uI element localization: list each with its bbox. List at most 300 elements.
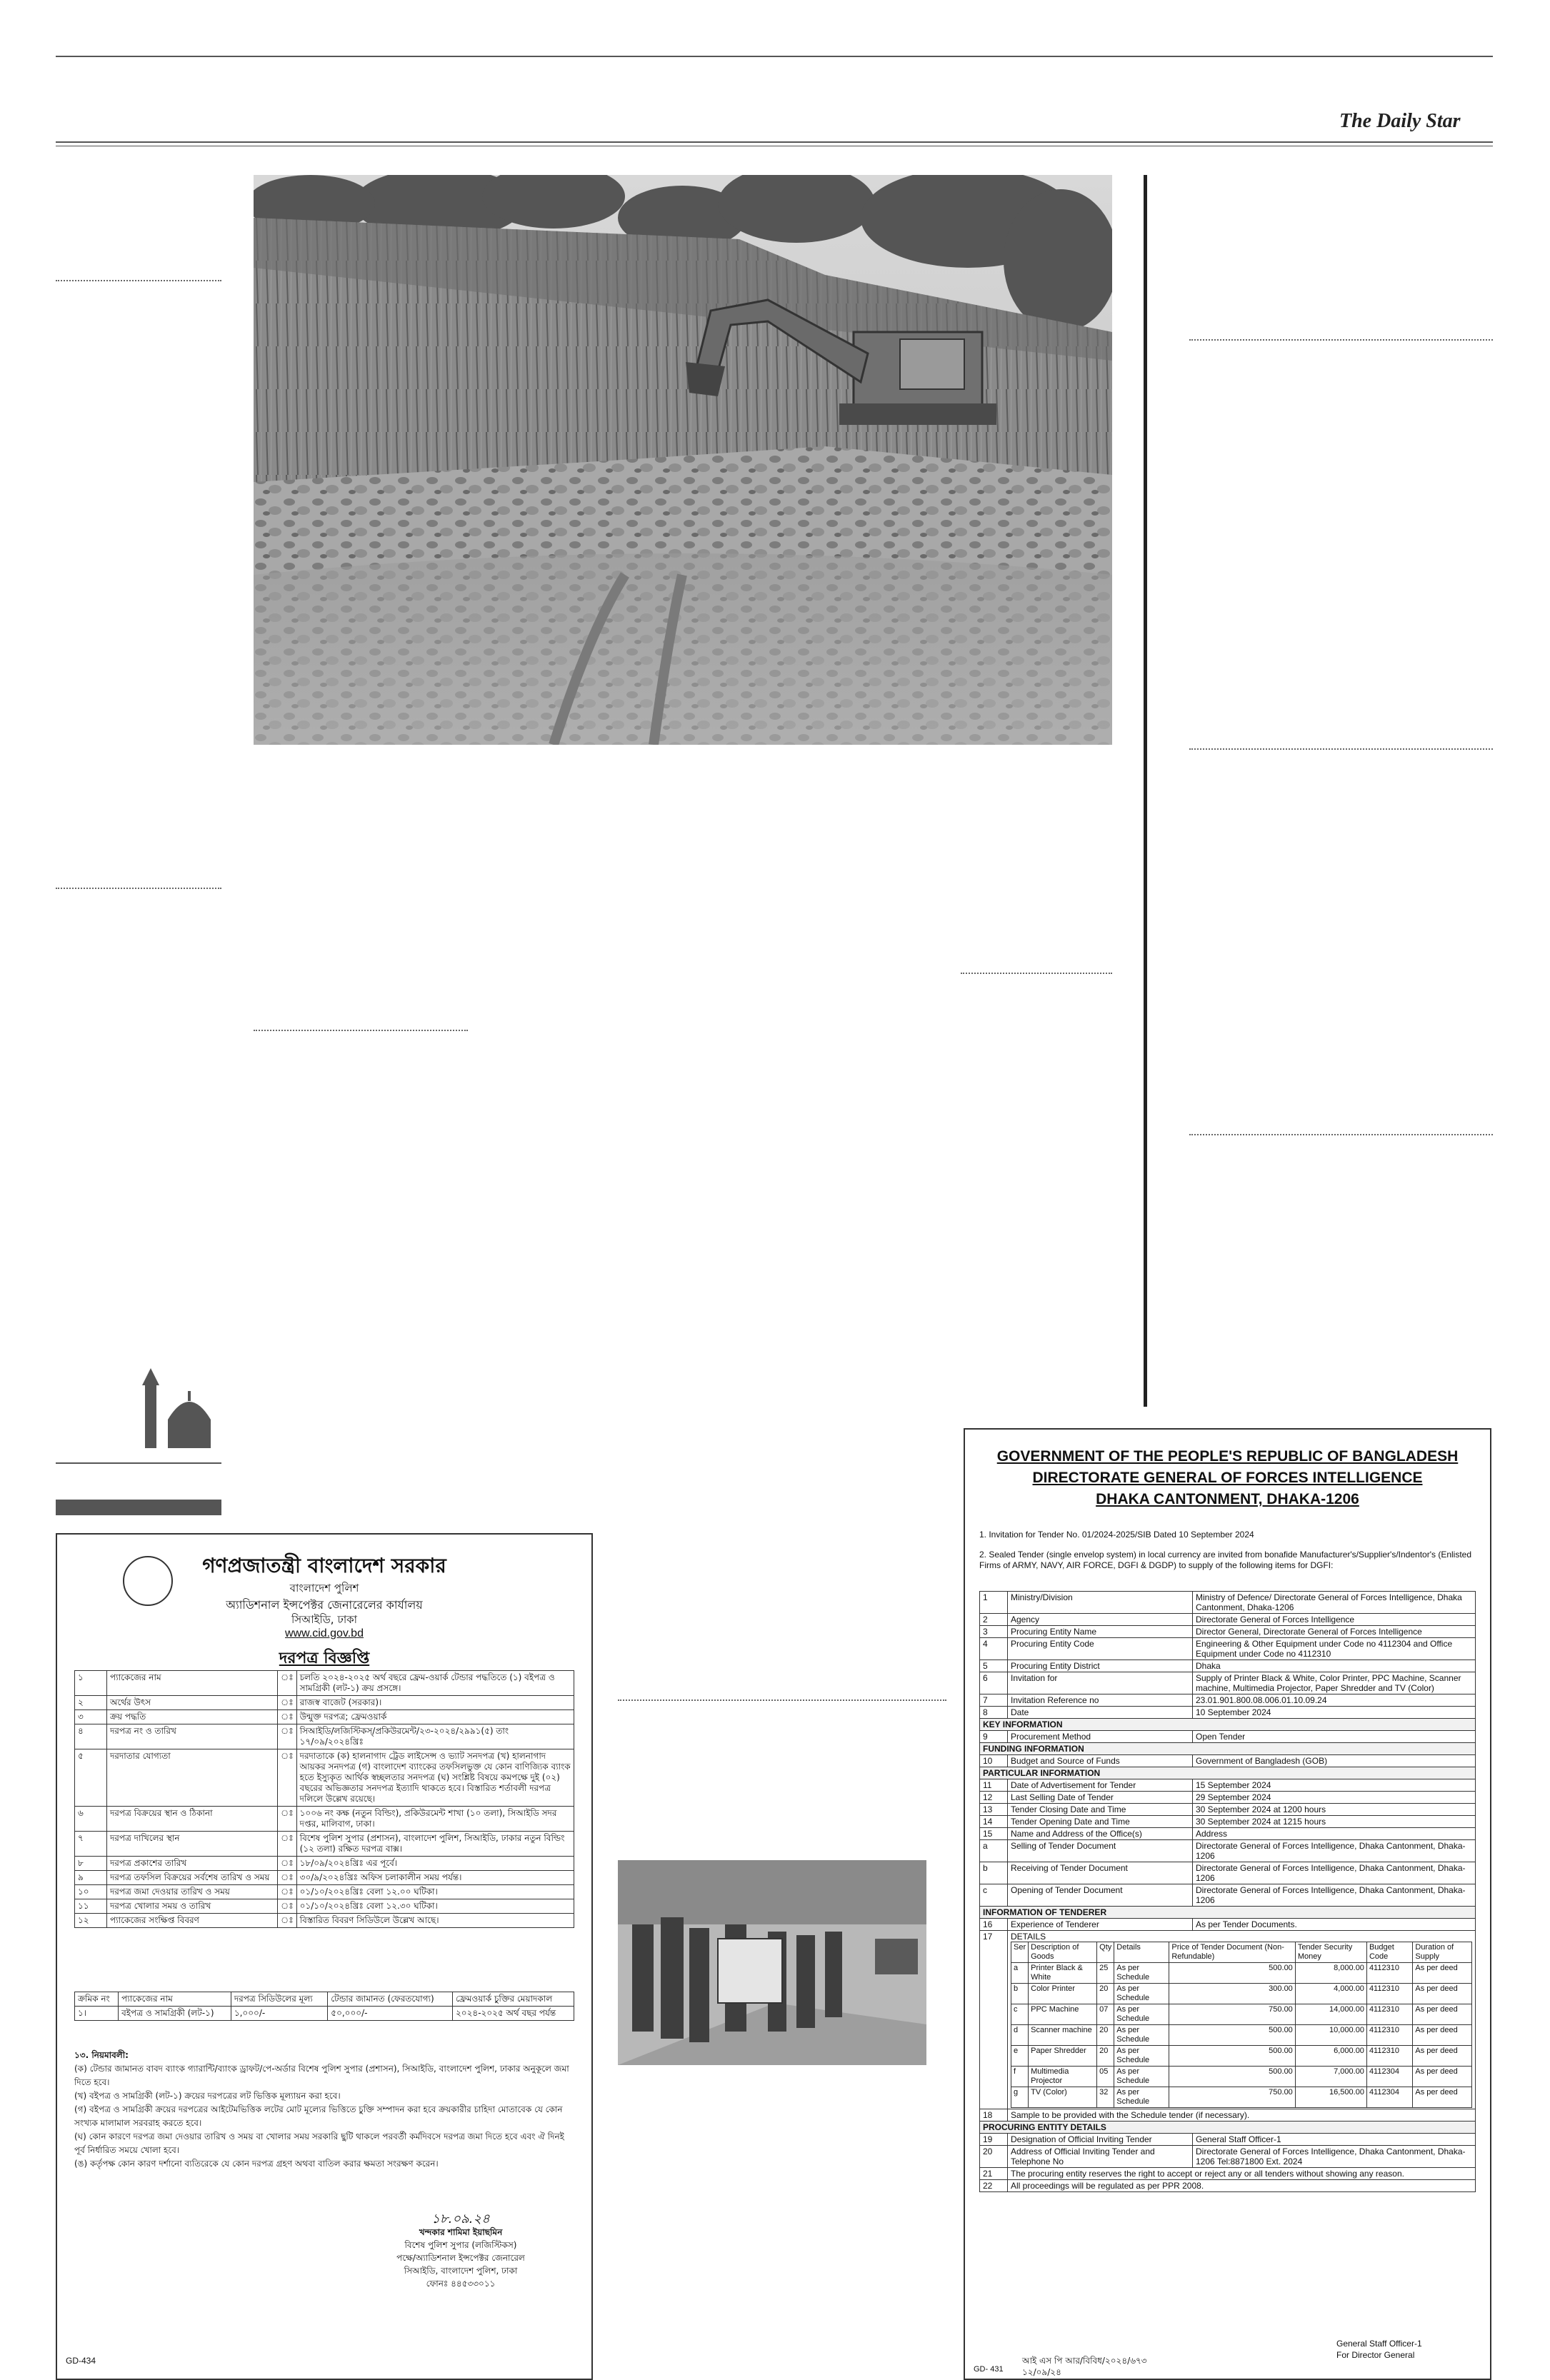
goods-cell: d [1011,2025,1029,2046]
pkg-head-security: টেন্ডার জামানত (ফেরতযোগ্য) [328,1992,453,2007]
info-row [980,1694,1476,1707]
info-row [980,1707,1476,1719]
tender-row [75,1871,574,1885]
row-key: Experience of Tenderer [1008,1919,1193,1931]
ispr-reference [1022,2355,1147,2378]
row-number: 7 [980,1694,1008,1707]
row-value: Directorate General of Forces Intelligence, Dhaka Cantonment, Dhaka-1206 [1193,1840,1476,1862]
row-key: Procuring Entity Code [1008,1638,1193,1660]
pkg-price: ১,০০০/- [231,2007,327,2021]
package-table [74,1992,574,2021]
directorate-heading: DIRECTORATE GENERAL OF FORCES INTELLIGENCE [1032,1470,1423,1486]
tender-row [75,1857,574,1871]
pkg-head-name: প্যাকেজের নাম [119,1992,231,2007]
goods-cell: g [1011,2087,1029,2108]
row-colon: ঃ [278,1914,297,1928]
goods-cell: 6,000.00 [1295,2046,1366,2067]
notice-code: GD-434 [66,2356,96,2366]
row-number: 2 [980,1614,1008,1626]
signer-unit: সিআইডি, বাংলাদেশ পুলিশ, ঢাকা [404,2266,518,2276]
goods-cell: f [1011,2067,1029,2087]
goods-cell: Printer Black & White [1029,1963,1097,1984]
goods-cell: As per Schedule [1114,2004,1169,2025]
goods-cell: 7,000.00 [1295,2067,1366,2087]
info-row [980,1626,1476,1638]
pkg-head-duration: ফ্রেমওয়ার্ক চুক্তির মেয়াদকাল [453,1992,574,2007]
row-value: রাজস্ব বাজেট (সরকার)। [296,1696,574,1710]
details-cell [1008,1931,1476,2109]
row-colon: ঃ [278,1871,297,1885]
info-row [980,1614,1476,1626]
signer-office: পক্ষে/অ্যাডিশনাল ইন্সপেক্টর জেনারেল [396,2253,525,2263]
goods-cell: 4112310 [1366,1963,1412,1984]
cantonment-heading: DHAKA CANTONMENT, DHAKA-1206 [1096,1491,1359,1507]
row-label: দরপত্র খোলার সময় ও তারিখ [107,1899,278,1914]
dgfi-tender-notice [964,1428,1491,2380]
row-text: All proceedings will be regulated as per PPR 2008. [1008,2180,1476,2192]
gov-title: গণপ্রজাতন্ত্রী বাংলাদেশ সরকার [202,1554,446,1577]
row-colon: ঃ [278,1724,297,1749]
row-number: ৬ [75,1807,107,1832]
dgfi-signature [1336,2338,1422,2361]
row-number: 11 [980,1779,1008,1792]
tender-row [75,1710,574,1724]
details-label: DETAILS [1011,1932,1046,1942]
row-key: Last Selling Date of Tender [1008,1792,1193,1804]
row-key: Procuring Entity District [1008,1660,1193,1672]
row-number: 4 [980,1638,1008,1660]
protest-photo [618,1860,926,2065]
row-value: Government of Bangladesh (GOB) [1193,1755,1476,1767]
row-value: 30 September 2024 at 1200 hours [1193,1804,1476,1816]
mid-separator [254,1030,468,1031]
row-value: 30 September 2024 at 1215 hours [1193,1816,1476,1828]
info-row [980,1731,1476,1743]
info-row [980,1816,1476,1828]
row-colon: ঃ [278,1885,297,1899]
info-row [980,2109,1476,2122]
pkg-serial: ১। [75,2007,119,2021]
goods-header-cell: Ser [1011,1942,1029,1963]
row-label: দরপত্র নং ও তারিখ [107,1724,278,1749]
info-row [980,1660,1476,1672]
goods-cell: 10,000.00 [1295,2025,1366,2046]
section-title: FUNDING INFORMATION [980,1743,1476,1755]
row-colon: ঃ [278,1899,297,1914]
info-row [980,2168,1476,2180]
row-label: দরপত্র দাখিলের স্থান [107,1832,278,1857]
row-value: Director General, Directorate General of Forces Intelligence [1193,1626,1476,1638]
goods-cell: As per Schedule [1114,2067,1169,2087]
signature-block [343,2213,579,2290]
rule-item: (ক) টেন্ডার জামানত বাবদ ব্যাংক গ্যারান্টি/ব্যাংক ড্রাফট/পে-অর্ডার বিশেষ পুলিশ সুপার (প্রশাসন), সিআইডি, বাংলাদেশ পুলিশ, ঢাকার অনুকূলে জমা দিতে হবে। [74,2064,569,2087]
row-value: Directorate General of Forces Intelligence, Dhaka Cantonment, Dhaka-1206 Tel:8871800 Ext. 2024 [1193,2146,1476,2168]
row-number: a [980,1840,1008,1862]
goods-cell: 300.00 [1169,1984,1295,2004]
goods-cell: Scanner machine [1029,2025,1097,2046]
goods-cell: As per Schedule [1114,2087,1169,2108]
goods-cell: Color Printer [1029,1984,1097,2004]
row-value: বিশেষ পুলিশ সুপার (প্রশাসন), বাংলাদেশ পুলিশ, সিআইডি, ঢাকার নতুন বিল্ডিং (১২ তলা) রক্ষিত দরপত্র বাক্স। [296,1832,574,1857]
signature-date: ১৮.০৯.২৪ [431,2211,490,2226]
row-number: 14 [980,1816,1008,1828]
goods-header-row [1011,1942,1472,1963]
pkg-duration: ২০২৪-২০২৫ অর্থ বছর পর্যন্ত [453,2007,574,2021]
row-number: ১২ [75,1914,107,1928]
row-colon: ঃ [278,1832,297,1857]
goods-cell: 8,000.00 [1295,1963,1366,1984]
masthead-logo: The Daily Star [1339,110,1461,132]
sealed-tender-para: 2. Sealed Tender (single envelop system) in local currency are invited from bonafide Manufacturer's/Supplier's/Indentor's (Enlisted Firms of ARMY, NAVY, AIR FORCE, DGFI & DGDP) to supply of the following items for DGFI: [979,1550,1472,1570]
tender-info-table [979,1591,1476,2192]
rule-item: (ঙ) কর্তৃপক্ষ কোন কারণ দর্শানো ব্যতিরেকে যে কোন দরপত্র গ্রহণ অথবা বাতিল করার ক্ষমতা সংরক্ষণ করেন। [74,2159,439,2169]
row-key: Address of Official Inviting Tender and Telephone No [1008,2146,1193,2168]
row-key: Tender Opening Date and Time [1008,1816,1193,1828]
left-separator-2 [56,888,221,889]
pkg-security: ৫০,০০০/- [328,2007,453,2021]
row-value: Open Tender [1193,1731,1476,1743]
rule-item: (ঘ) কোন কারণে দরপত্র জমা দেওয়ার তারিখ ও সময় বা খোলার সময় সরকারি ছুটি থাকলে পরবর্তী কর্মদিবসে দরপত্র জমা দিতে হবে এবং ঐ দিনই পূর্ব নির্ধারিত সময়ে খোলা হবে। [74,2132,564,2155]
row-value: উন্মুক্ত দরপত্র; ফ্রেমওয়ার্ক [296,1710,574,1724]
row-value: ০১/১০/২০২৪খ্রিঃ বেলা ১২.০০ ঘটিকা। [296,1885,574,1899]
goods-cell: 25 [1097,1963,1114,1984]
goods-cell: b [1011,1984,1029,2004]
row-key: Invitation Reference no [1008,1694,1193,1707]
goods-cell: As per deed [1413,1963,1472,1984]
row-value: Engineering & Other Equipment under Code no 4112304 and Office Equipment under Code no 4112310 [1193,1638,1476,1660]
goods-cell: As per deed [1413,2046,1472,2067]
row-number: 18 [980,2109,1008,2122]
row-key: Budget and Source of Funds [1008,1755,1193,1767]
goods-cell: a [1011,1963,1029,1984]
left-separator-1 [56,280,221,281]
row-colon: ঃ [278,1671,297,1696]
tender-row [75,1807,574,1832]
header-rule [56,141,1493,143]
row-key: Designation of Official Inviting Tender [1008,2134,1193,2146]
row-key: Procuring Entity Name [1008,1626,1193,1638]
goods-row [1011,2004,1472,2025]
goods-cell: As per Schedule [1114,2025,1169,2046]
goods-header-cell: Tender Security Money [1295,1942,1366,1963]
row-number: 10 [980,1755,1008,1767]
goods-cell: 4,000.00 [1295,1984,1366,2004]
right-separator-1 [1189,339,1493,341]
row-label: দরপত্র প্রকাশের তারিখ [107,1857,278,1871]
goods-cell: 500.00 [1169,2067,1295,2087]
rule-item: (খ) বইপত্র ও সামগ্রিকী (লট-১) ক্রয়ের দরপত্রের লট ভিত্তিক মূল্যায়ন করা হবে। [74,2091,341,2101]
row-label: প্যাকেজের নাম [107,1671,278,1696]
right-separator-2 [1189,748,1493,750]
row-number: 16 [980,1919,1008,1931]
goods-cell: 20 [1097,1984,1114,2004]
row-number: 20 [980,2146,1008,2168]
row-label: দরপত্র তফসিল বিক্রয়ের সর্বশেষ তারিখ ও সময় [107,1871,278,1885]
column-divider [1144,175,1147,1407]
row-key: Invitation for [1008,1672,1193,1694]
goods-cell: 4112304 [1366,2087,1412,2108]
section-header [980,1743,1476,1755]
row-number: ৮ [75,1857,107,1871]
section-title: INFORMATION OF TENDERER [980,1907,1476,1919]
row-value: দরদাতাকে (ক) হালনাগাদ ট্রেড লাইসেন্স ও ভ্যাট সনদপত্র (খ) হালনাগাদ আয়কর সনদপত্র (গ) বাংলাদেশ ব্যাংকের তফসিলভুক্ত যে কোন বাণিজ্যিক ব্যাংক হতে ইস্যুকৃত আর্থিক স্বচ্ছলতার সনদপত্র (ঘ) সংশ্লিষ্ট বিষয়ে কমপক্ষে দুই (০২) বছরের অভিজ্ঞতার সনদপত্র ইত্যাদি থাকতে হবে। বিস্তারিত শর্তাবলী দরপত্র দলিলে উল্লেখ রয়েছে। [296,1749,574,1807]
pkg-head-price: দরপত্র সিডিউলের মূল্য [231,1992,327,2007]
row-key: Procurement Method [1008,1731,1193,1743]
info-row [980,1804,1476,1816]
info-row [980,1840,1476,1862]
goods-cell: TV (Color) [1029,2087,1097,2108]
section-header [980,1767,1476,1779]
row-number: 3 [980,1626,1008,1638]
row-value: 15 September 2024 [1193,1779,1476,1792]
row-number: ৭ [75,1832,107,1857]
row-colon: ঃ [278,1857,297,1871]
signer-title: বিশেষ পুলিশ সুপার (লজিস্টিকস) [404,2240,517,2250]
goods-cell: 4112310 [1366,1984,1412,2004]
row-number: ২ [75,1696,107,1710]
signer-phone: ফোনঃ ৪৪৫৩৩০১১ [426,2279,496,2289]
row-number: 1 [980,1592,1008,1614]
gov-heading: GOVERNMENT OF THE PEOPLE'S REPUBLIC OF BANGLADESH [996,1448,1459,1465]
goods-table [1011,1942,1472,2108]
row-number: ৫ [75,1749,107,1807]
row-value: Ministry of Defence/ Directorate General of Forces Intelligence, Dhaka Cantonment, Dhaka-1206 [1193,1592,1476,1614]
goods-row [1011,2067,1472,2087]
section-title: KEY INFORMATION [980,1719,1476,1731]
row-number: c [980,1884,1008,1907]
row-number: 9 [980,1731,1008,1743]
row-value: সিআইডি/লজিস্টিকস্/প্রকিউরমেন্ট/২৩-২০২৪/২৯৯১(৫) তাং ১৭/০৯/২০২৪খ্রিঃ [296,1724,574,1749]
row-value: বিস্তারিত বিবরণ সিডিউলে উল্লেখ আছে। [296,1914,574,1928]
goods-cell: 750.00 [1169,2087,1295,2108]
goods-cell: As per Schedule [1114,2046,1169,2067]
goods-row [1011,2087,1472,2108]
goods-cell: 16,500.00 [1295,2087,1366,2108]
tender-details-table [74,1670,574,1928]
row-value: ১০০৬ নং কক্ষ (নতুন বিল্ডিং), প্রকিউরমেন্ট শাখা (১০ তলা), সিআইডি সদর দপ্তর, মালিবাগ, ঢাকা। [296,1807,574,1832]
row-value: 29 September 2024 [1193,1792,1476,1804]
row-text: Sample to be provided with the Schedule tender (if necessary). [1008,2109,1476,2122]
cid-tender-notice [56,1533,593,2380]
ispr-date: ১২/০৯/২৪ [1022,2367,1061,2377]
row-number: ৯ [75,1871,107,1885]
info-row [980,1862,1476,1884]
row-key: Selling of Tender Document [1008,1840,1193,1862]
row-number: ১০ [75,1885,107,1899]
section-title: PARTICULAR INFORMATION [980,1767,1476,1779]
pkg-head-serial: ক্রমিক নং [75,1992,119,2007]
info-row [980,1792,1476,1804]
row-number: ১১ [75,1899,107,1914]
row-colon: ঃ [278,1807,297,1832]
row-number: 22 [980,2180,1008,2192]
row-number: 13 [980,1804,1008,1816]
goods-header-cell: Details [1114,1942,1169,1963]
ispr-number: আই এস পি আর/বিবিধ/২০২৪/৬৭৩ [1022,2356,1147,2366]
goods-row [1011,2046,1472,2067]
goods-cell: 500.00 [1169,2025,1295,2046]
tender-row [75,1832,574,1857]
row-number: 6 [980,1672,1008,1694]
row-key: Receiving of Tender Document [1008,1862,1193,1884]
tender-row [75,1696,574,1710]
info-row [980,1592,1476,1614]
signer-name: খন্দকার শামিমা ইয়াছমিন [419,2227,503,2237]
row-number: 19 [980,2134,1008,2146]
rules-list [74,2049,574,2171]
rules-title: ১৩. নিয়মাবলী: [74,2050,129,2060]
info-row [980,2180,1476,2192]
rule-item: (গ) বইপত্র ও সামগ্রিকী ক্রয়ের দরপত্রের আইটেমভিত্তিক লটের মোট মূল্যের ভিত্তিতে চুক্তি সম্পাদন করা হবে ক্রয়কারীর চাহিদা মোতাবেক যে কোন সংখ্যক মালামাল সরবরাহ করতে হবে। [74,2104,563,2128]
signature-line-2: For Director General [1336,2350,1415,2360]
row-value: As per Tender Documents. [1193,1919,1476,1931]
row-key: Opening of Tender Document [1008,1884,1193,1907]
section-title: PROCURING ENTITY DETAILS [980,2122,1476,2134]
row-value: ৩০/৯/২০২৪খ্রিঃ অফিস চলাকালীন সময় পর্যন্ত। [296,1871,574,1885]
row-value: Directorate General of Forces Intelligence, Dhaka Cantonment, Dhaka-1206 [1193,1862,1476,1884]
goods-cell: Multimedia Projector [1029,2067,1097,2087]
tender-row [75,1671,574,1696]
goods-cell: 07 [1097,2004,1114,2025]
right-separator-3 [1189,1134,1493,1135]
goods-cell: As per Schedule [1114,1963,1169,1984]
goods-row [1011,1963,1472,1984]
info-row [980,2134,1476,2146]
goods-header-cell: Price of Tender Document (Non-Refundable) [1169,1942,1295,1963]
row-label: প্যাকেজের সংক্ষিপ্ত বিবরণ [107,1914,278,1928]
mid-separator-3 [618,1699,946,1701]
row-value: 10 September 2024 [1193,1707,1476,1719]
info-row [980,1919,1476,1931]
row-colon: ঃ [278,1696,297,1710]
tender-row [75,1899,574,1914]
info-row [980,2146,1476,2168]
row-number: 12 [980,1792,1008,1804]
goods-cell: As per deed [1413,2025,1472,2046]
goods-cell: 05 [1097,2067,1114,2087]
row-number: 15 [980,1828,1008,1840]
row-value: চলতি ২০২৪-২০২৫ অর্থ বছরে ফ্রেম-ওয়ার্ক টেন্ডার পদ্ধতিতে (১) বইপত্র ও সামগ্রিকী (লট-১) ক্রয় প্রসঙ্গে। [296,1671,574,1696]
goods-header-cell: Duration of Supply [1413,1942,1472,1963]
row-number: b [980,1862,1008,1884]
info-row [980,1779,1476,1792]
info-row [980,1828,1476,1840]
info-row [980,1755,1476,1767]
row-text: The procuring entity reserves the right to accept or reject any or all tenders without showing any reason. [1008,2168,1476,2180]
mosque-icon [139,1362,218,1448]
website-link[interactable]: www.cid.gov.bd [285,1627,364,1640]
row-value: Dhaka [1193,1660,1476,1672]
goods-cell: 4112310 [1366,2004,1412,2025]
goods-cell: 500.00 [1169,1963,1295,1984]
row-number: 21 [980,2168,1008,2180]
row-number: ১ [75,1671,107,1696]
goods-cell: c [1011,2004,1029,2025]
goods-cell: As per deed [1413,2087,1472,2108]
tender-row [75,1749,574,1807]
row-label: অর্থের উৎস [107,1696,278,1710]
pkg-name: বইপত্র ও সামগ্রিকী (লট-১) [119,2007,231,2021]
row-key: Date of Advertisement for Tender [1008,1779,1193,1792]
goods-cell: 500.00 [1169,2046,1295,2067]
row-value: Supply of Printer Black & White, Color Printer, PPC Machine, Scanner machine, Multimedia Projector, Paper Shredder and TV (Color) [1193,1672,1476,1694]
unit-name: সিআইডি, ঢাকা [291,1613,358,1626]
goods-row [1011,1984,1472,2004]
goods-cell: As per Schedule [1114,1984,1169,2004]
notice-code: GD- 431 [974,2365,1004,2374]
mosque-rule [56,1462,221,1464]
goods-cell: 4112310 [1366,2046,1412,2067]
hill-cutting-photo [254,175,1112,745]
goods-cell: As per deed [1413,2067,1472,2087]
goods-cell: 750.00 [1169,2004,1295,2025]
info-row [980,1931,1476,2109]
invitation-line: 1. Invitation for Tender No. 01/2024-2025/SIB Dated 10 September 2024 [979,1530,1254,1540]
goods-row [1011,2025,1472,2046]
row-label: দরপত্র জমা দেওয়ার তারিখ ও সময় [107,1885,278,1899]
goods-cell: 32 [1097,2087,1114,2108]
row-value: 23.01.901.800.08.006.01.10.09.24 [1193,1694,1476,1707]
row-value: General Staff Officer-1 [1193,2134,1476,2146]
goods-header-cell: Description of Goods [1029,1942,1097,1963]
row-value: Directorate General of Forces Intelligence, Dhaka Cantonment, Dhaka-1206 [1193,1884,1476,1907]
row-value: ০১/১০/২০২৪খ্রিঃ বেলা ১২.৩০ ঘটিকা। [296,1899,574,1914]
row-key: Ministry/Division [1008,1592,1193,1614]
goods-header-cell: Qty [1097,1942,1114,1963]
row-label: দরপত্র বিক্রয়ের স্থান ও ঠিকানা [107,1807,278,1832]
row-number: ৪ [75,1724,107,1749]
section-header [980,1907,1476,1919]
signature-line-1: General Staff Officer-1 [1336,2339,1422,2349]
row-key: Tender Closing Date and Time [1008,1804,1193,1816]
section-header [980,2122,1476,2134]
top-rule [56,56,1493,57]
row-key: Name and Address of the Office(s) [1008,1828,1193,1840]
office-name: অ্যাডিশনাল ইন্সপেক্টর জেনারেলের কার্যালয় [226,1598,423,1612]
info-row [980,1672,1476,1694]
goods-header-cell: Budget Code [1366,1942,1412,1963]
goods-cell: Paper Shredder [1029,2046,1097,2067]
row-colon: ঃ [278,1749,297,1807]
row-value: ১৮/০৯/২০২৪খ্রিঃ এর পূর্বে। [296,1857,574,1871]
mid-separator-2 [961,973,1112,974]
row-number: 8 [980,1707,1008,1719]
info-row [980,1638,1476,1660]
row-number: ৩ [75,1710,107,1724]
row-number: 17 [980,1931,1008,2109]
goods-cell: As per deed [1413,1984,1472,2004]
info-row [980,1884,1476,1907]
tender-row [75,1885,574,1899]
goods-cell: 4112304 [1366,2067,1412,2087]
row-key: Date [1008,1707,1193,1719]
row-value: Directorate General of Forces Intelligence [1193,1614,1476,1626]
tender-row [75,1724,574,1749]
goods-cell: 4112310 [1366,2025,1412,2046]
section-bar [56,1500,221,1515]
goods-cell: 20 [1097,2025,1114,2046]
goods-cell: e [1011,2046,1029,2067]
goods-cell: 20 [1097,2046,1114,2067]
goods-cell: As per deed [1413,2004,1472,2025]
goods-cell: 14,000.00 [1295,2004,1366,2025]
row-key: Agency [1008,1614,1193,1626]
notice-heading: দরপত্র বিজ্ঞপ্তি [279,1650,370,1667]
goods-cell: PPC Machine [1029,2004,1097,2025]
section-header [980,1719,1476,1731]
row-label: ক্রয় পদ্ধতি [107,1710,278,1724]
row-value: Address [1193,1828,1476,1840]
